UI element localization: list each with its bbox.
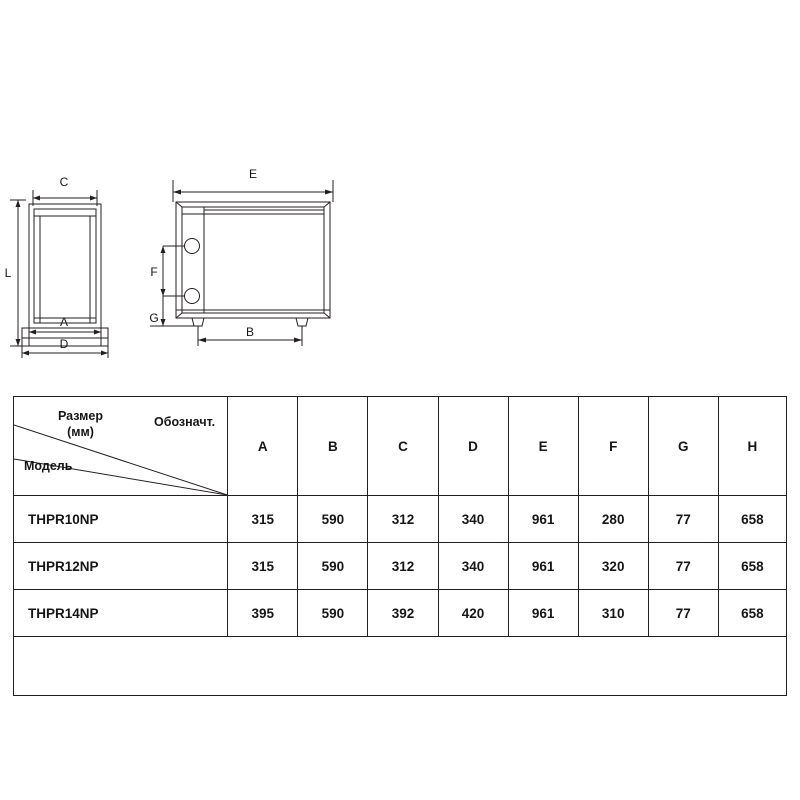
cell-0-F: 280	[578, 496, 648, 543]
table-corner-header	[14, 397, 228, 496]
cell-0-C: 312	[368, 496, 438, 543]
cell-2-D: 420	[438, 590, 508, 637]
row-model-2: THPR14NP	[14, 590, 228, 637]
cell-1-A: 315	[228, 543, 298, 590]
cell-2-B: 590	[298, 590, 368, 637]
column-header-D: D	[438, 397, 508, 496]
dim-label-L: L	[4, 266, 12, 280]
cell-1-B: 590	[298, 543, 368, 590]
row-model-1: THPR12NP	[14, 543, 228, 590]
specification-table	[13, 396, 787, 696]
cell-0-G: 77	[648, 496, 718, 543]
cell-1-G: 77	[648, 543, 718, 590]
cell-0-A: 315	[228, 496, 298, 543]
cell-1-D: 340	[438, 543, 508, 590]
dim-label-D: D	[59, 337, 69, 351]
technical-drawings	[0, 150, 800, 380]
filler-cell	[14, 637, 787, 696]
drawings-svg	[0, 150, 800, 380]
corner-model-label: Модель	[24, 459, 73, 473]
cell-0-D: 340	[438, 496, 508, 543]
cell-2-E: 961	[508, 590, 578, 637]
column-header-B: B	[298, 397, 368, 496]
dim-label-B: B	[245, 325, 255, 339]
cell-2-C: 392	[368, 590, 438, 637]
cell-0-B: 590	[298, 496, 368, 543]
column-header-A: A	[228, 397, 298, 496]
cell-1-E: 961	[508, 543, 578, 590]
table-row	[14, 543, 787, 590]
column-header-E: E	[508, 397, 578, 496]
corner-size-label: Размер (мм)	[58, 409, 104, 439]
cell-2-G: 77	[648, 590, 718, 637]
cell-1-H: 658	[718, 543, 786, 590]
cell-1-F: 320	[578, 543, 648, 590]
column-header-F: F	[578, 397, 648, 496]
dim-label-F: F	[150, 265, 158, 279]
dim-label-G: G	[149, 311, 159, 325]
cell-0-H: 658	[718, 496, 786, 543]
table-row	[14, 590, 787, 637]
table-row	[14, 496, 787, 543]
column-header-H: H	[718, 397, 786, 496]
corner-designation-label: Обозначт.	[154, 415, 216, 429]
table-header-row	[14, 397, 787, 496]
dim-label-E: E	[248, 167, 258, 181]
specification-table-wrap	[13, 396, 787, 696]
cell-2-A: 395	[228, 590, 298, 637]
dim-label-C: C	[59, 175, 69, 189]
corner-diagonals	[14, 397, 227, 495]
row-model-0: THPR10NP	[14, 496, 228, 543]
column-header-C: C	[368, 397, 438, 496]
column-header-G: G	[648, 397, 718, 496]
table-filler-row	[14, 637, 787, 696]
cell-1-C: 312	[368, 543, 438, 590]
cell-0-E: 961	[508, 496, 578, 543]
cell-2-F: 310	[578, 590, 648, 637]
dim-label-A: A	[59, 315, 69, 329]
cell-2-H: 658	[718, 590, 786, 637]
